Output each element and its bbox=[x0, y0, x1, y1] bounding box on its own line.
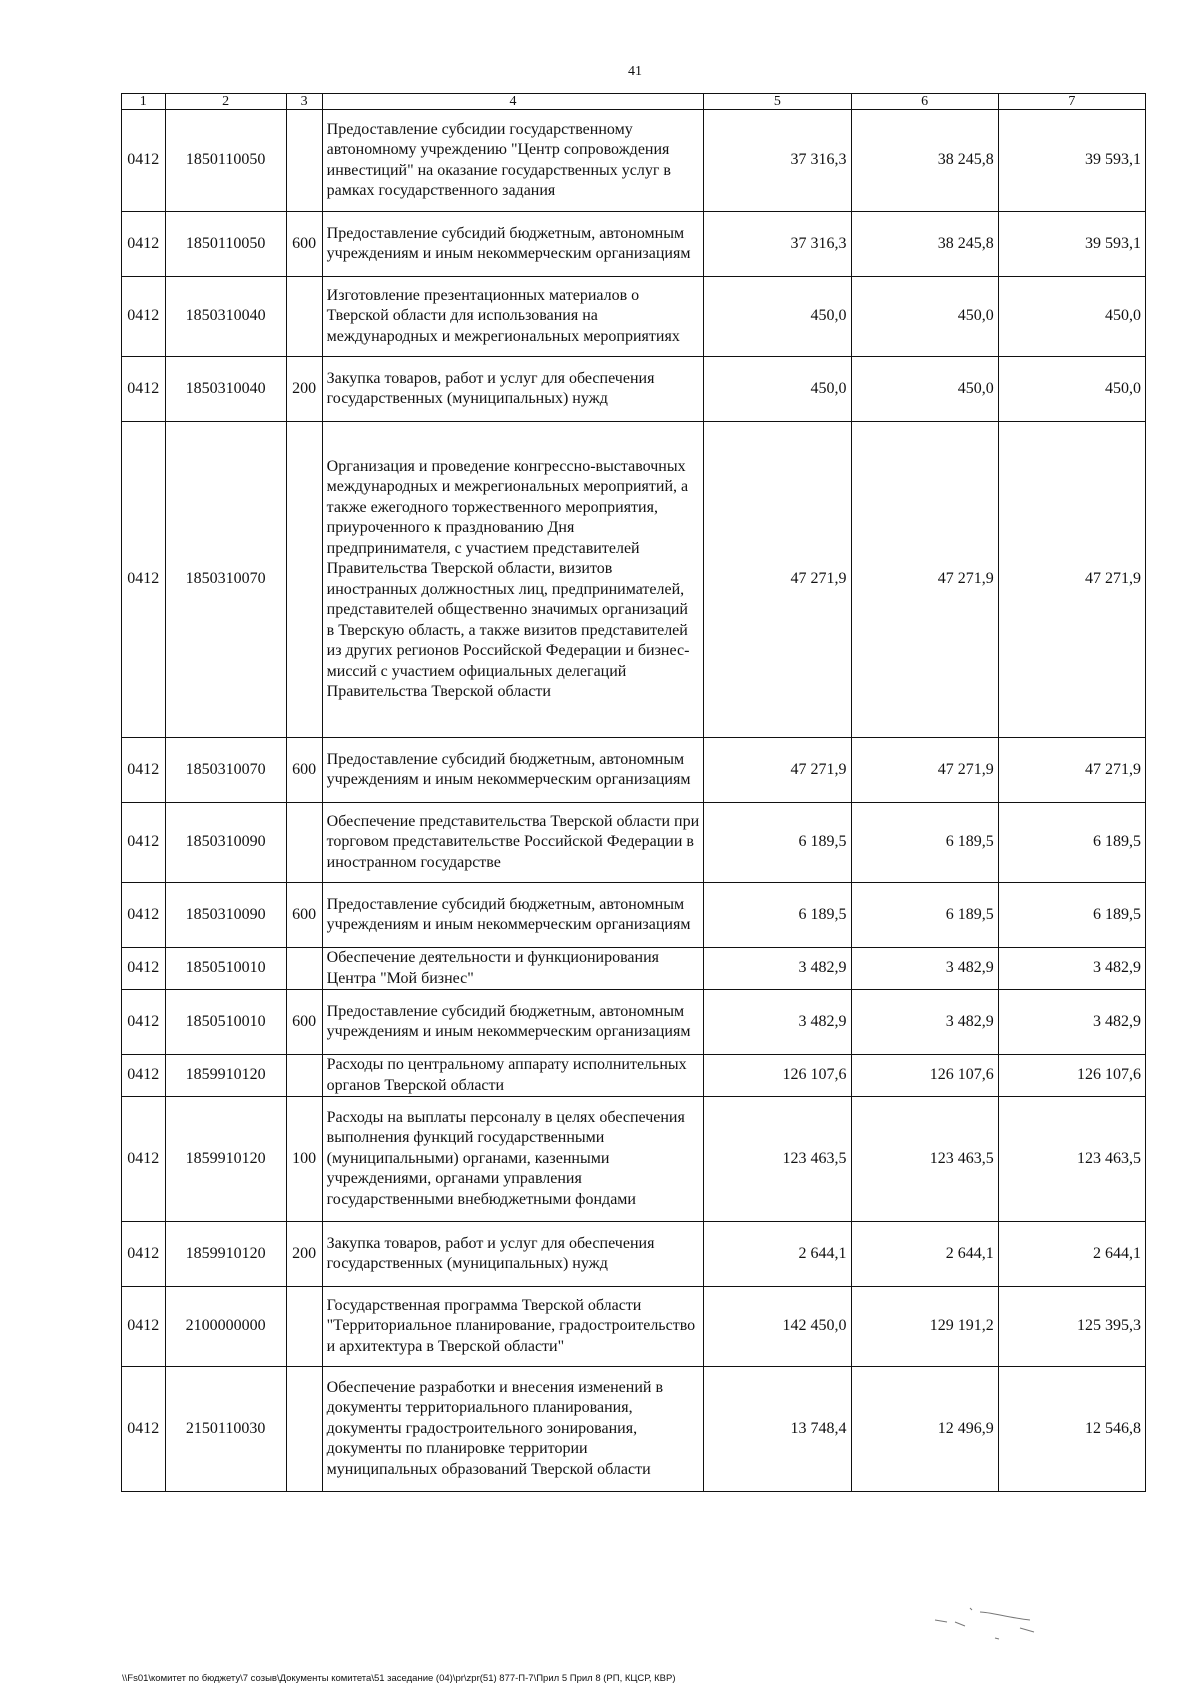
amount-year-2: 123 463,5 bbox=[851, 1097, 998, 1222]
table-row bbox=[122, 883, 1146, 948]
amount-year-3: 2 644,1 bbox=[998, 1222, 1145, 1287]
amount-year-3: 450,0 bbox=[998, 277, 1145, 357]
amount-year-1: 3 482,9 bbox=[704, 948, 851, 990]
table-row bbox=[122, 212, 1146, 277]
item-name: Государственная программа Тверской области "Территориальное планирование, градостроительство и архитектура в Тверской области" bbox=[322, 1287, 704, 1367]
section-code: 0412 bbox=[122, 1097, 166, 1222]
page-number: 41 bbox=[628, 64, 642, 79]
expense-type-code: 600 bbox=[286, 883, 322, 948]
expense-type-code bbox=[286, 948, 322, 990]
item-name: Предоставление субсидий бюджетным, автономным учреждениям и иным некоммерческим организациям bbox=[322, 883, 704, 948]
section-code: 0412 bbox=[122, 1287, 166, 1367]
amount-year-1: 13 748,4 bbox=[704, 1367, 851, 1492]
expense-type-code: 600 bbox=[286, 212, 322, 277]
amount-year-1: 6 189,5 bbox=[704, 883, 851, 948]
amount-year-3: 3 482,9 bbox=[998, 990, 1145, 1055]
expense-type-code bbox=[286, 422, 322, 738]
section-code: 0412 bbox=[122, 948, 166, 990]
item-name: Закупка товаров, работ и услуг для обеспечения государственных (муниципальных) нужд bbox=[322, 1222, 704, 1287]
amount-year-1: 123 463,5 bbox=[704, 1097, 851, 1222]
column-header: 2 bbox=[165, 94, 286, 110]
column-header: 7 bbox=[998, 94, 1145, 110]
section-code: 0412 bbox=[122, 1055, 166, 1097]
amount-year-3: 12 546,8 bbox=[998, 1367, 1145, 1492]
section-code: 0412 bbox=[122, 738, 166, 803]
amount-year-3: 6 189,5 bbox=[998, 803, 1145, 883]
amount-year-1: 47 271,9 bbox=[704, 738, 851, 803]
amount-year-2: 38 245,8 bbox=[851, 110, 998, 212]
target-code: 1850310070 bbox=[165, 422, 286, 738]
amount-year-3: 123 463,5 bbox=[998, 1097, 1145, 1222]
amount-year-3: 47 271,9 bbox=[998, 422, 1145, 738]
target-code: 1850110050 bbox=[165, 212, 286, 277]
section-code: 0412 bbox=[122, 277, 166, 357]
file-path-footer: \\Fs01\комитет по бюджету\7 созыв\Документы комитета\51 заседание (04)\pr\zpr(51) 877-П-7\Прил 5 Прил 8 (РП, КЦСР, КВР) bbox=[122, 1673, 676, 1684]
expense-type-code bbox=[286, 1367, 322, 1492]
item-name: Расходы по центральному аппарату исполнительных органов Тверской области bbox=[322, 1055, 704, 1097]
table-row bbox=[122, 738, 1146, 803]
table-row bbox=[122, 803, 1146, 883]
amount-year-1: 450,0 bbox=[704, 357, 851, 422]
section-code: 0412 bbox=[122, 422, 166, 738]
expense-type-code: 200 bbox=[286, 357, 322, 422]
expense-type-code bbox=[286, 1287, 322, 1367]
item-name: Предоставление субсидий бюджетным, автономным учреждениям и иным некоммерческим организациям bbox=[322, 212, 704, 277]
amount-year-3: 3 482,9 bbox=[998, 948, 1145, 990]
expense-type-code bbox=[286, 110, 322, 212]
table-row bbox=[122, 1287, 1146, 1367]
target-code: 1850310070 bbox=[165, 738, 286, 803]
item-name: Предоставление субсидий бюджетным, автономным учреждениям и иным некоммерческим организациям bbox=[322, 738, 704, 803]
amount-year-2: 3 482,9 bbox=[851, 990, 998, 1055]
section-code: 0412 bbox=[122, 883, 166, 948]
target-code: 1850310040 bbox=[165, 277, 286, 357]
amount-year-1: 142 450,0 bbox=[704, 1287, 851, 1367]
item-name: Обеспечение представительства Тверской области при торговом представительстве Российской Федерации в иностранном государстве bbox=[322, 803, 704, 883]
item-name: Обеспечение деятельности и функционирования Центра "Мой бизнес" bbox=[322, 948, 704, 990]
amount-year-2: 3 482,9 bbox=[851, 948, 998, 990]
table-row bbox=[122, 357, 1146, 422]
budget-table bbox=[121, 93, 1146, 1492]
amount-year-3: 450,0 bbox=[998, 357, 1145, 422]
section-code: 0412 bbox=[122, 110, 166, 212]
table-row bbox=[122, 422, 1146, 738]
item-name: Расходы на выплаты персоналу в целях обеспечения выполнения функций государственными (муниципальными) органами, казенными учреждениями, органами управления государственными внебюджетными фондами bbox=[322, 1097, 704, 1222]
target-code: 1859910120 bbox=[165, 1055, 286, 1097]
table-header-row bbox=[122, 94, 1146, 110]
item-name: Закупка товаров, работ и услуг для обеспечения государственных (муниципальных) нужд bbox=[322, 357, 704, 422]
amount-year-2: 129 191,2 bbox=[851, 1287, 998, 1367]
amount-year-2: 38 245,8 bbox=[851, 212, 998, 277]
expense-type-code: 200 bbox=[286, 1222, 322, 1287]
target-code: 1850510010 bbox=[165, 948, 286, 990]
section-code: 0412 bbox=[122, 1367, 166, 1492]
amount-year-2: 450,0 bbox=[851, 357, 998, 422]
amount-year-1: 126 107,6 bbox=[704, 1055, 851, 1097]
amount-year-1: 37 316,3 bbox=[704, 110, 851, 212]
amount-year-2: 450,0 bbox=[851, 277, 998, 357]
target-code: 1850310040 bbox=[165, 357, 286, 422]
column-header: 1 bbox=[122, 94, 166, 110]
item-name: Предоставление субсидии государственному автономному учреждению "Центр сопровождения инвестиций" на оказание государственных услуг в рамках государственного задания bbox=[322, 110, 704, 212]
section-code: 0412 bbox=[122, 1222, 166, 1287]
amount-year-3: 39 593,1 bbox=[998, 110, 1145, 212]
table-row bbox=[122, 990, 1146, 1055]
table-row bbox=[122, 1097, 1146, 1222]
amount-year-3: 39 593,1 bbox=[998, 212, 1145, 277]
expense-type-code: 600 bbox=[286, 738, 322, 803]
expense-type-code bbox=[286, 277, 322, 357]
amount-year-2: 12 496,9 bbox=[851, 1367, 998, 1492]
item-name: Изготовление презентационных материалов о Тверской области для использования на международных и межрегиональных мероприятиях bbox=[322, 277, 704, 357]
target-code: 1859910120 bbox=[165, 1222, 286, 1287]
section-code: 0412 bbox=[122, 990, 166, 1055]
amount-year-1: 6 189,5 bbox=[704, 803, 851, 883]
amount-year-2: 47 271,9 bbox=[851, 738, 998, 803]
table-row bbox=[122, 948, 1146, 990]
column-header: 6 bbox=[851, 94, 998, 110]
column-header: 5 bbox=[704, 94, 851, 110]
pen-marks bbox=[900, 1600, 1100, 1660]
item-name: Обеспечение разработки и внесения изменений в документы территориального планирования, документы градостроительного зонирования, документы по планировке территории муниципальных образований Тверской области bbox=[322, 1367, 704, 1492]
section-code: 0412 bbox=[122, 212, 166, 277]
section-code: 0412 bbox=[122, 803, 166, 883]
expense-type-code bbox=[286, 1055, 322, 1097]
amount-year-1: 47 271,9 bbox=[704, 422, 851, 738]
amount-year-2: 126 107,6 bbox=[851, 1055, 998, 1097]
column-header: 3 bbox=[286, 94, 322, 110]
expense-type-code: 600 bbox=[286, 990, 322, 1055]
target-code: 1850110050 bbox=[165, 110, 286, 212]
amount-year-1: 450,0 bbox=[704, 277, 851, 357]
amount-year-2: 6 189,5 bbox=[851, 883, 998, 948]
table-row bbox=[122, 1055, 1146, 1097]
amount-year-2: 47 271,9 bbox=[851, 422, 998, 738]
target-code: 1859910120 bbox=[165, 1097, 286, 1222]
target-code: 2150110030 bbox=[165, 1367, 286, 1492]
amount-year-3: 125 395,3 bbox=[998, 1287, 1145, 1367]
table-row bbox=[122, 1367, 1146, 1492]
expense-type-code bbox=[286, 803, 322, 883]
table-row bbox=[122, 1222, 1146, 1287]
amount-year-1: 3 482,9 bbox=[704, 990, 851, 1055]
section-code: 0412 bbox=[122, 357, 166, 422]
target-code: 1850510010 bbox=[165, 990, 286, 1055]
column-header: 4 bbox=[322, 94, 704, 110]
table-row bbox=[122, 277, 1146, 357]
amount-year-3: 6 189,5 bbox=[998, 883, 1145, 948]
amount-year-3: 126 107,6 bbox=[998, 1055, 1145, 1097]
amount-year-3: 47 271,9 bbox=[998, 738, 1145, 803]
target-code: 2100000000 bbox=[165, 1287, 286, 1367]
amount-year-1: 37 316,3 bbox=[704, 212, 851, 277]
target-code: 1850310090 bbox=[165, 803, 286, 883]
item-name: Организация и проведение конгрессно-выставочных международных и межрегиональных мероприятий, а также ежегодного торжественного мероприятия, приуроченного к празднованию Дня предпринимателя, с участием представителей Правительства Тверской области, визитов иностранных должностных лиц, предпринимателей, представителей общественно значимых организаций в Тверскую область, а также визитов представителей из других регионов Российской Федерации и бизнес-миссий с участием официальных делегаций Правительства Тверской области bbox=[322, 422, 704, 738]
amount-year-2: 6 189,5 bbox=[851, 803, 998, 883]
amount-year-2: 2 644,1 bbox=[851, 1222, 998, 1287]
table-row bbox=[122, 110, 1146, 212]
target-code: 1850310090 bbox=[165, 883, 286, 948]
item-name: Предоставление субсидий бюджетным, автономным учреждениям и иным некоммерческим организациям bbox=[322, 990, 704, 1055]
amount-year-1: 2 644,1 bbox=[704, 1222, 851, 1287]
expense-type-code: 100 bbox=[286, 1097, 322, 1222]
